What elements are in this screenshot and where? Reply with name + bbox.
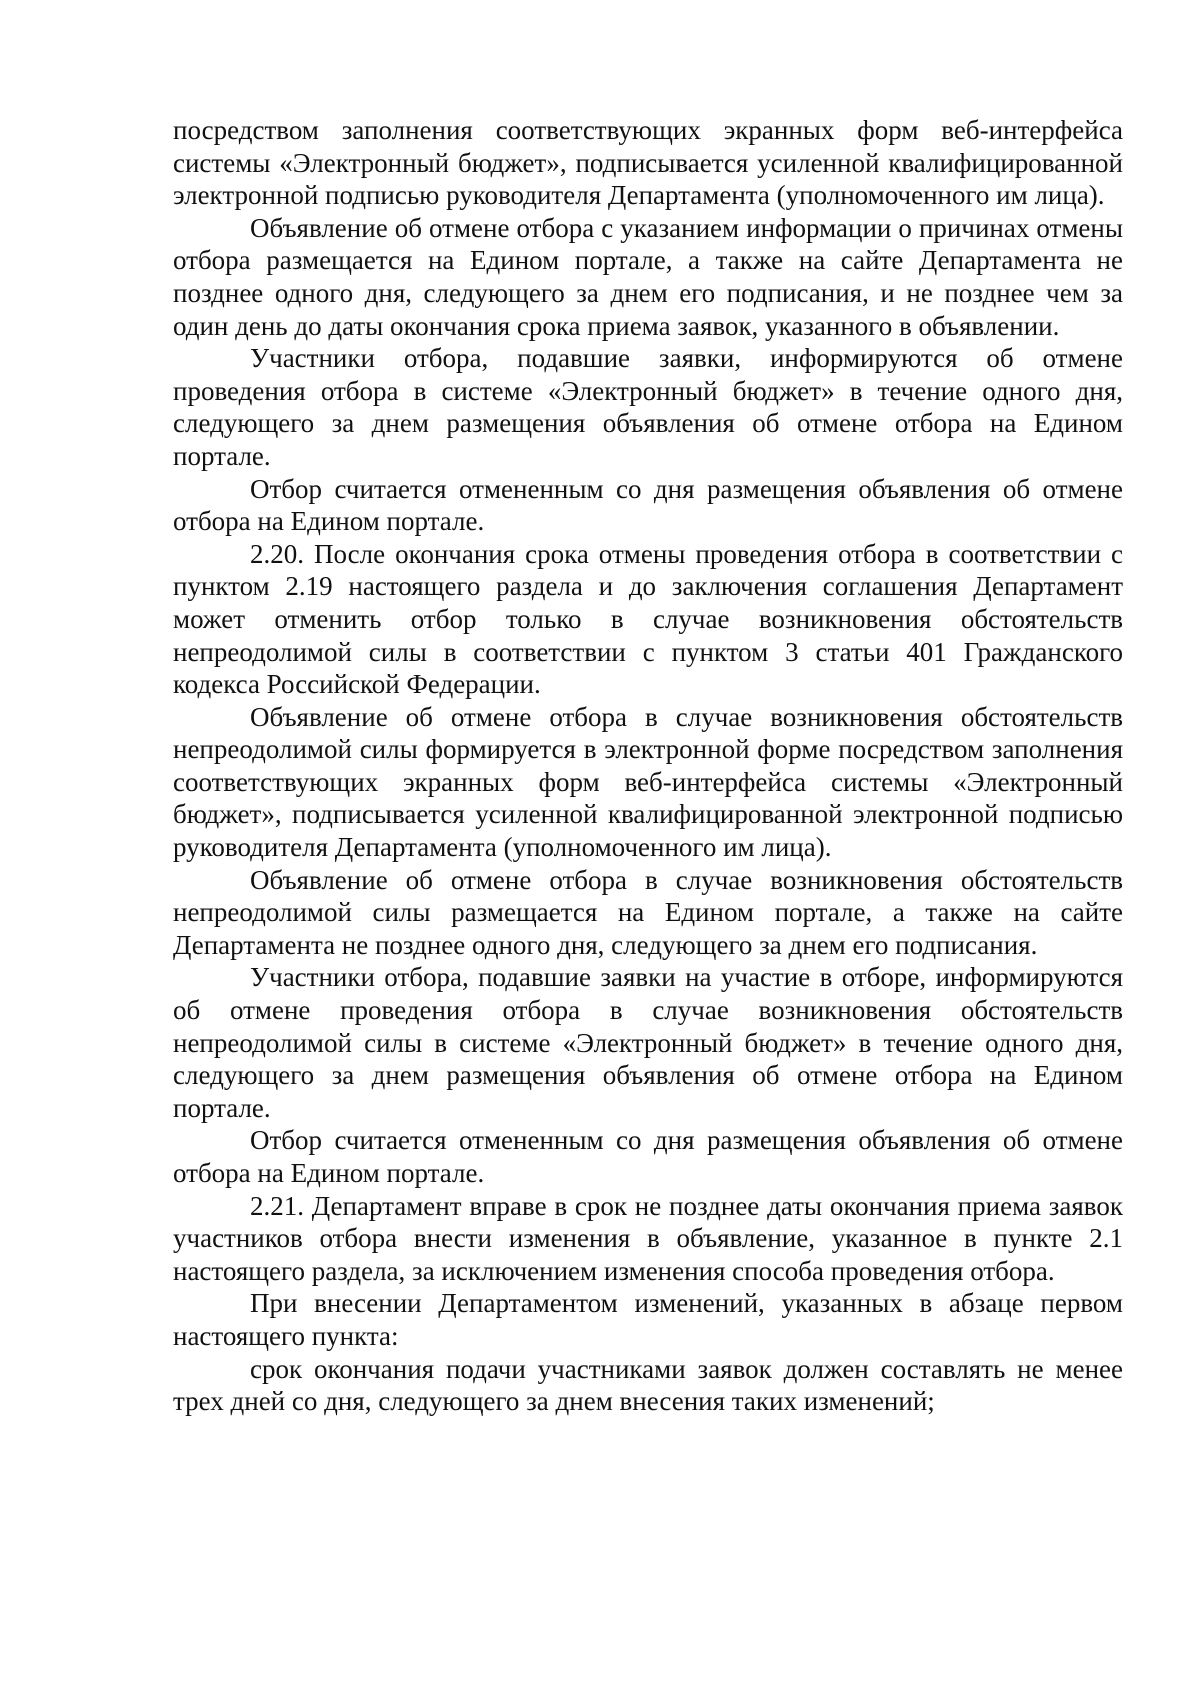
paragraph-force-majeure-notice-form: Объявление об отмене отбора в случае возникновения обстоятельств непреодолимой силы формируется в электронной форме посредством заполнения соответствующих экранных форм веб-интерфейса системы «Электронный бюджет», подписывается усиленной квалифицированной электронной подписью руководителя Департамента (уполномоченного им лица). [173,701,1123,863]
paragraph-force-majeure-notice-publication: Объявление об отмене отбора в случае возникновения обстоятельств непреодолимой силы размещается на Едином портале, а также на сайте Департамента не позднее одного дня, следующего за днем его подписания. [173,864,1123,960]
paragraph-participants-informed: Участники отбора, подавшие заявки, информируются об отмене проведения отбора в системе «Электронный бюджет» в течение одного дня, следующего за днем размещения объявления об отмене отбора на Едином портале. [173,343,1123,471]
paragraph-continuation: посредством заполнения соответствующих экранных форм веб-интерфейса системы «Электронный бюджет», подписывается усиленной квалифицированной электронной подписью руководителя Департамента (уполномоченного им лица). [173,115,1123,211]
paragraph-clause-2-20: 2.20. После окончания срока отмены проведения отбора в соответствии с пунктом 2.19 настоящего раздела и до заключения соглашения Департамент может отменить отбор только в случае возникновения обстоятельств непреодолимой силы в соответствии с пунктом 3 статьи 401 Гражданского кодекса Российской Федерации. [173,538,1123,700]
paragraph-cancellation-notice-publication: Объявление об отмене отбора с указанием информации о причинах отмены отбора размещается на Едином портале, а также на сайте Департамента не позднее одного дня, следующего за днем его подписания, и не позднее чем за один день до даты окончания срока приема заявок, указанного в объявлении. [173,212,1123,341]
paragraph-selection-cancelled-2: Отбор считается отмененным со дня размещения объявления об отмене отбора на Едином портале. [173,1125,1123,1188]
paragraph-deadline-requirement: срок окончания подачи участниками заявок должен составлять не менее трех дней со дня, следующего за днем внесения таких изменений; [173,1353,1123,1417]
paragraph-changes-intro: При внесении Департаментом изменений, указанных в абзаце первом настоящего пункта: [173,1288,1123,1351]
paragraph-force-majeure-participants-informed: Участники отбора, подавшие заявки на участие в отборе, информируются об отмене проведения отбора в случае возникновения обстоятельств непреодолимой силы в системе «Электронный бюджет» в течение одного дня, следующего за днем размещения объявления об отмене отбора на Едином портале. [173,962,1123,1123]
document-page [173,114,1123,1418]
paragraph-selection-cancelled: Отбор считается отмененным со дня размещения объявления об отмене отбора на Едином портале. [173,473,1123,537]
paragraph-clause-2-21: 2.21. Департамент вправе в срок не позднее даты окончания приема заявок участников отбора внести изменения в объявление, указанное в пункте 2.1 настоящего раздела, за исключением изменения способа проведения отбора. [173,1190,1123,1286]
